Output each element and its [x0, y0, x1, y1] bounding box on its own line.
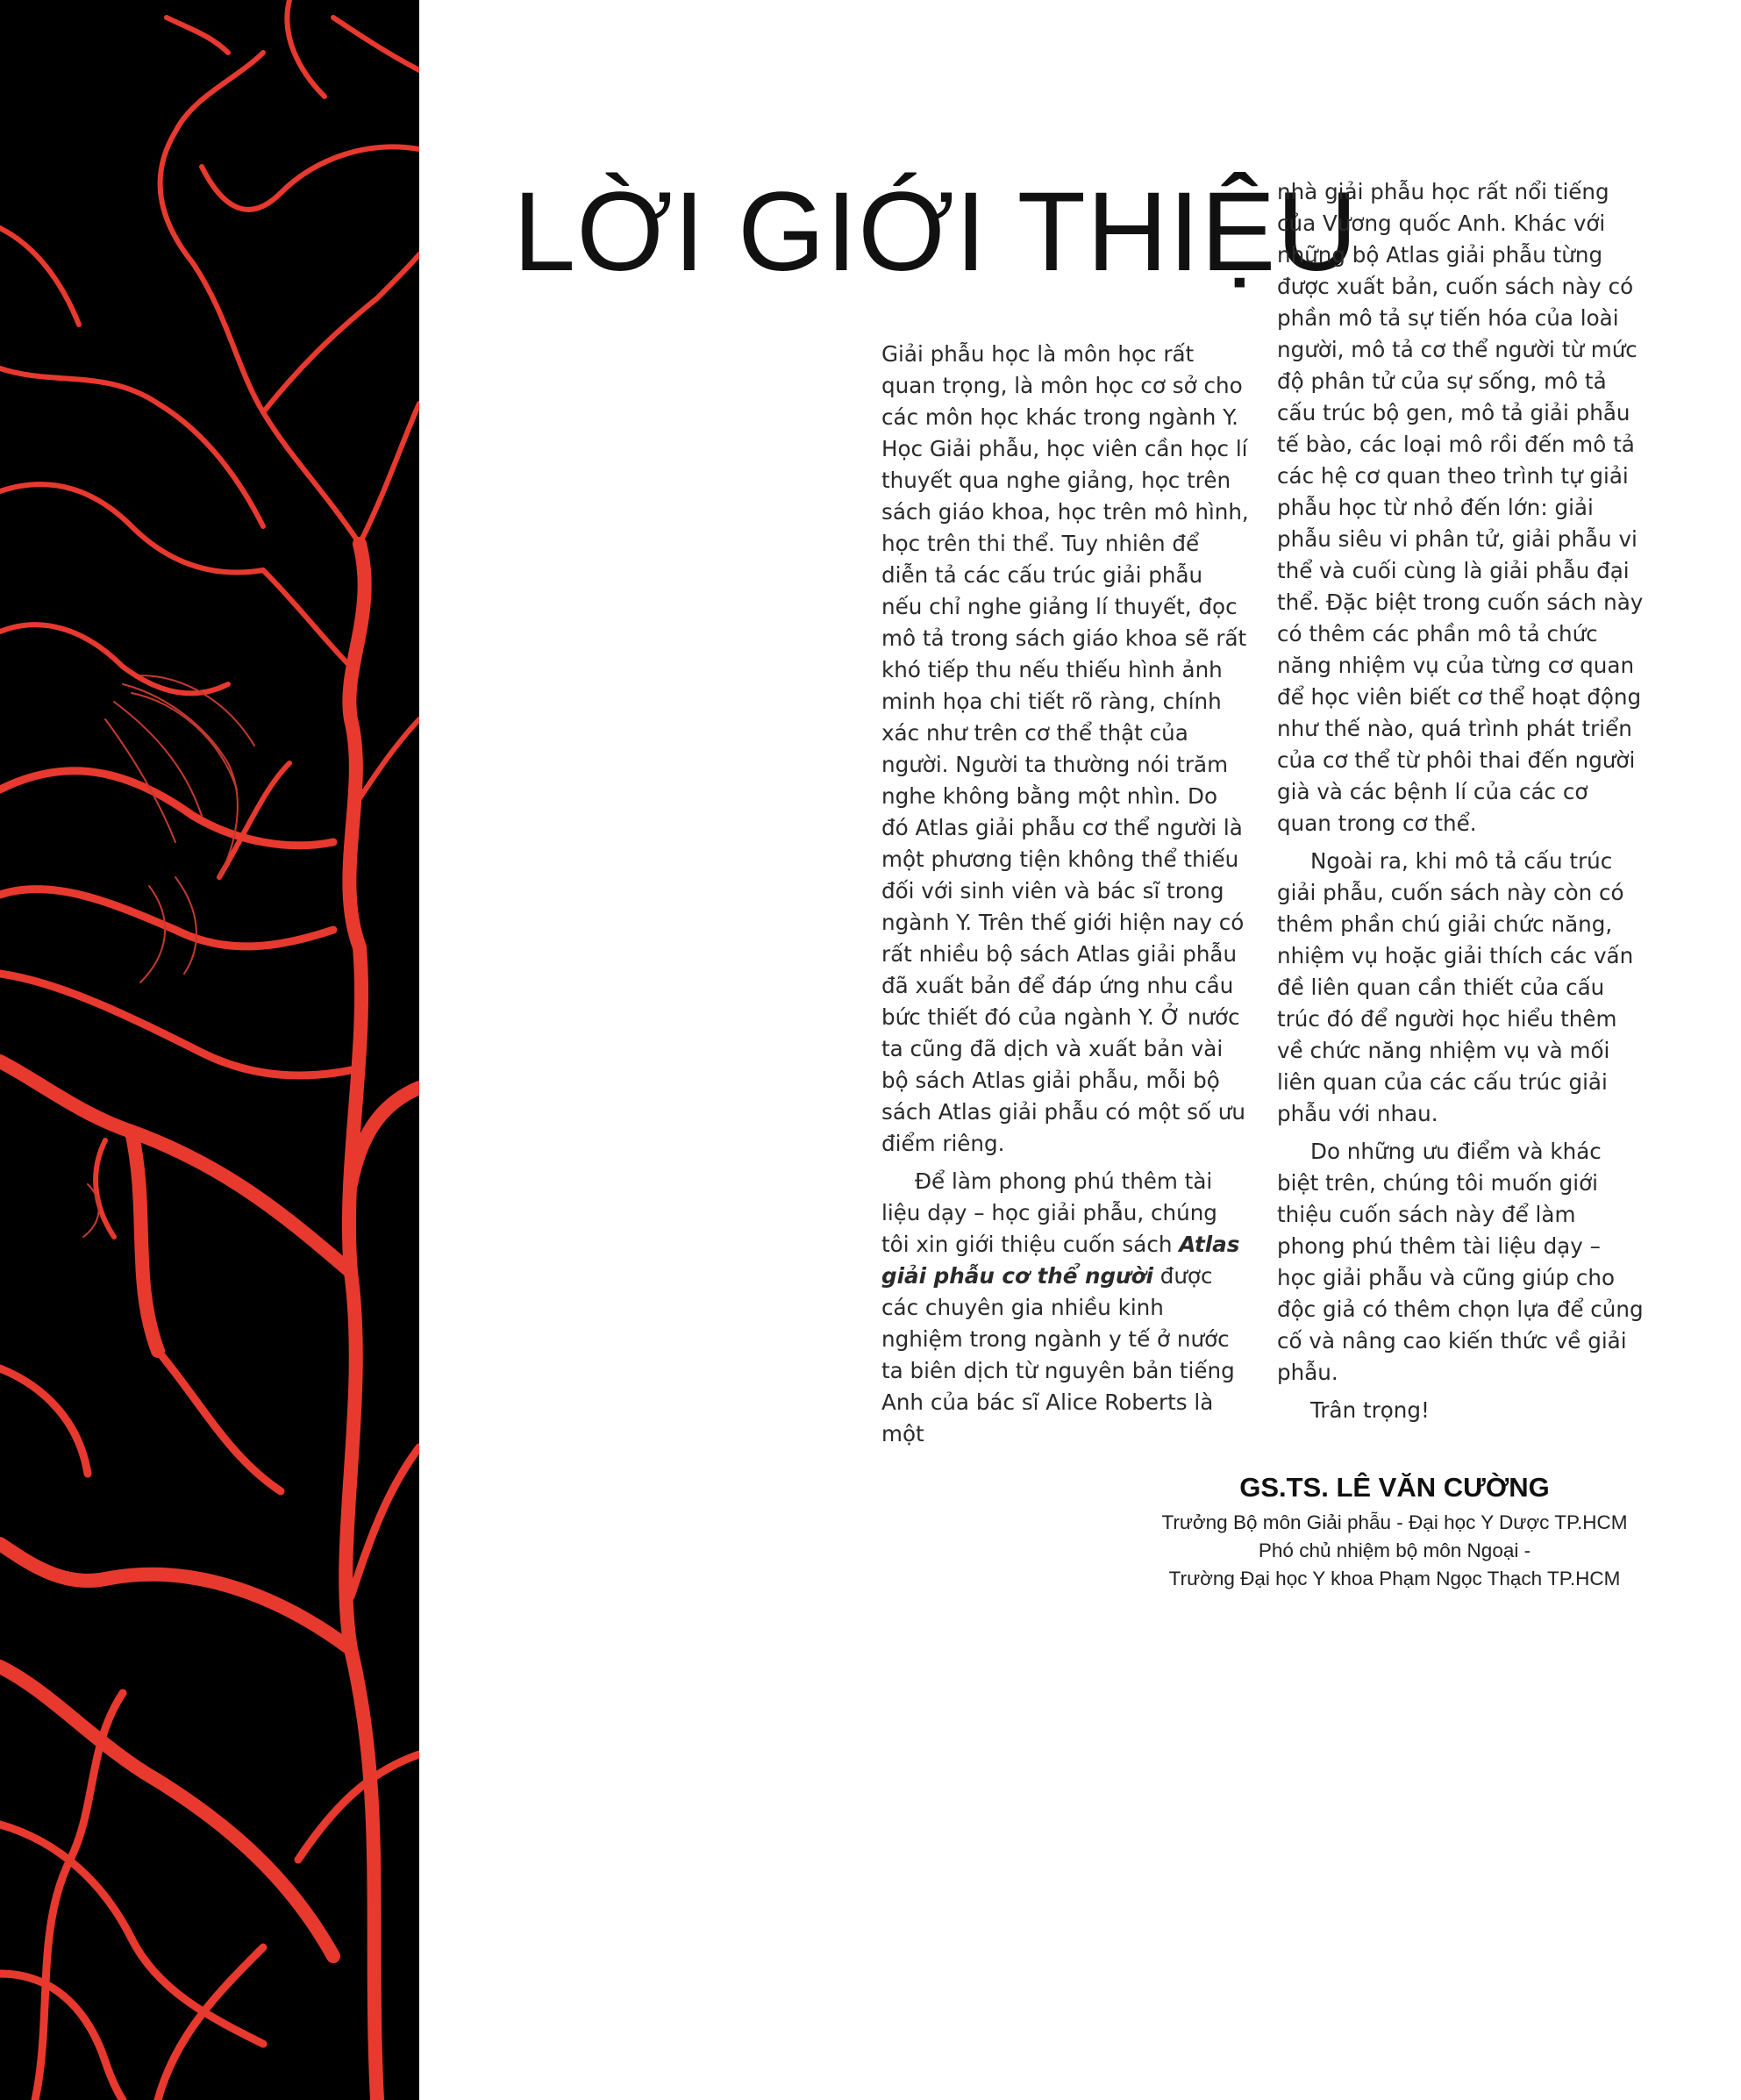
paragraph: nhà giải phẫu học rất nổi tiếng của Vương quốc Anh. Khác với những bộ Atlas giải phẫu từng được xuất bản, cuốn sách này có phần mô tả sự tiến hóa của loài người, mô tả cơ thể người từ mức độ phân tử của sự sống, mô tả cấu trúc bộ gen, mô tả giải phẫu tế bào, các loại mô rồi đến mô tả các hệ cơ quan theo trình tự giải phẫu học từ nhỏ đến lớn: giải phẫu siêu vi phân tử, giải phẫu vi thể và cuối cùng là giải phẫu đại thể. Đặc biệt trong cuốn sách này có thêm các phần mô tả chức năng nhiệm vụ của từng cơ quan để học viên biết cơ thể hoạt động như thế nào, quá trình phát triển của cơ thể từ phôi thai đến người già và các bệnh lí của các cơ quan trong cơ thể. [1277, 179, 1644, 836]
paragraph: Do những ưu điểm và khác biệt trên, chúng tôi muốn giới thiệu cuốn sách này để làm phong phú thêm tài liệu dạy – học giải phẫu và cũng giúp cho độc giả có thêm chọn lựa để củng cố và nâng cao kiến thức về giải phẫu. [1277, 1139, 1644, 1385]
signature-block [1140, 1467, 1649, 1593]
author-name: GS.TS. LÊ VĂN CƯỜNG [1239, 1472, 1550, 1503]
text-column-left [881, 339, 1250, 1456]
vessel-drawing [0, 0, 419, 2100]
book-title: Atlas giải phẫu cơ thể người [881, 1232, 1240, 1289]
text-column-right [1277, 176, 1645, 1432]
paragraph: Giải phẫu học là môn học rất quan trọng, là môn học cơ sở cho các môn học khác trong ngành Y. Học Giải phẫu, học viên cần học lí thuyết qua nghe giảng, học trên sách giáo khoa, học trên mô hình, học trên thi thể. Tuy nhiên để diễn tả các cấu trúc giải phẫu nếu chỉ nghe giảng lí thuyết, đọc mô tả trong sách giáo khoa sẽ rất khó tiếp thu nếu thiếu hình ảnh minh họa chi tiết rõ ràng, chính xác như trên cơ thể thật của người. Người ta thường nói trăm nghe không bằng một nhìn. Do đó Atlas giải phẫu cơ thể người là một phương tiện không thể thiếu đối với sinh viên và bác sĩ trong ngành Y. Trên thế giới hiện nay có rất nhiều bộ sách Atlas giải phẫu đã xuất bản để đáp ứng nhu cầu bức thiết đó của ngành Y. Ở nước ta cũng đã dịch và xuất bản vài bộ sách Atlas giải phẫu, mỗi bộ sách Atlas giải phẫu có một số ưu điểm riêng. [881, 341, 1249, 1156]
paragraph-text: Để làm phong phú thêm tài liệu dạy – học giải phẫu, chúng tôi xin giới thiệu cuốn sách [881, 1168, 1217, 1257]
paragraph [881, 1166, 1250, 1450]
author-role: Trường Đại học Y khoa Phạm Ngọc Thạch TP.HCM [1168, 1568, 1621, 1589]
closing-greeting: Trân trọng! [1310, 1397, 1430, 1423]
blood-vessel-illustration [0, 0, 419, 2100]
paragraph-text: được các chuyên gia nhiều kinh nghiệm trong ngành y tế ở nước ta biên dịch từ nguyên bản tiếng Anh của bác sĩ Alice Roberts là một [881, 1263, 1235, 1446]
paragraph: Ngoài ra, khi mô tả cấu trúc giải phẫu, cuốn sách này còn có thêm phần chú giải chức năng, nhiệm vụ hoặc giải thích các vấn đề liên quan cần thiết của cấu trúc đó để người học hiểu thêm về chức năng nhiệm vụ và mối liên quan của các cấu trúc giải phẫu với nhau. [1277, 848, 1634, 1126]
page-title: LỜI GIỚI THIỆU [513, 169, 1359, 295]
author-role: Trưởng Bộ môn Giải phẫu - Đại học Y Dược TP.HCM [1161, 1511, 1628, 1533]
author-role: Phó chủ nhiệm bộ môn Ngoại - [1258, 1539, 1531, 1561]
